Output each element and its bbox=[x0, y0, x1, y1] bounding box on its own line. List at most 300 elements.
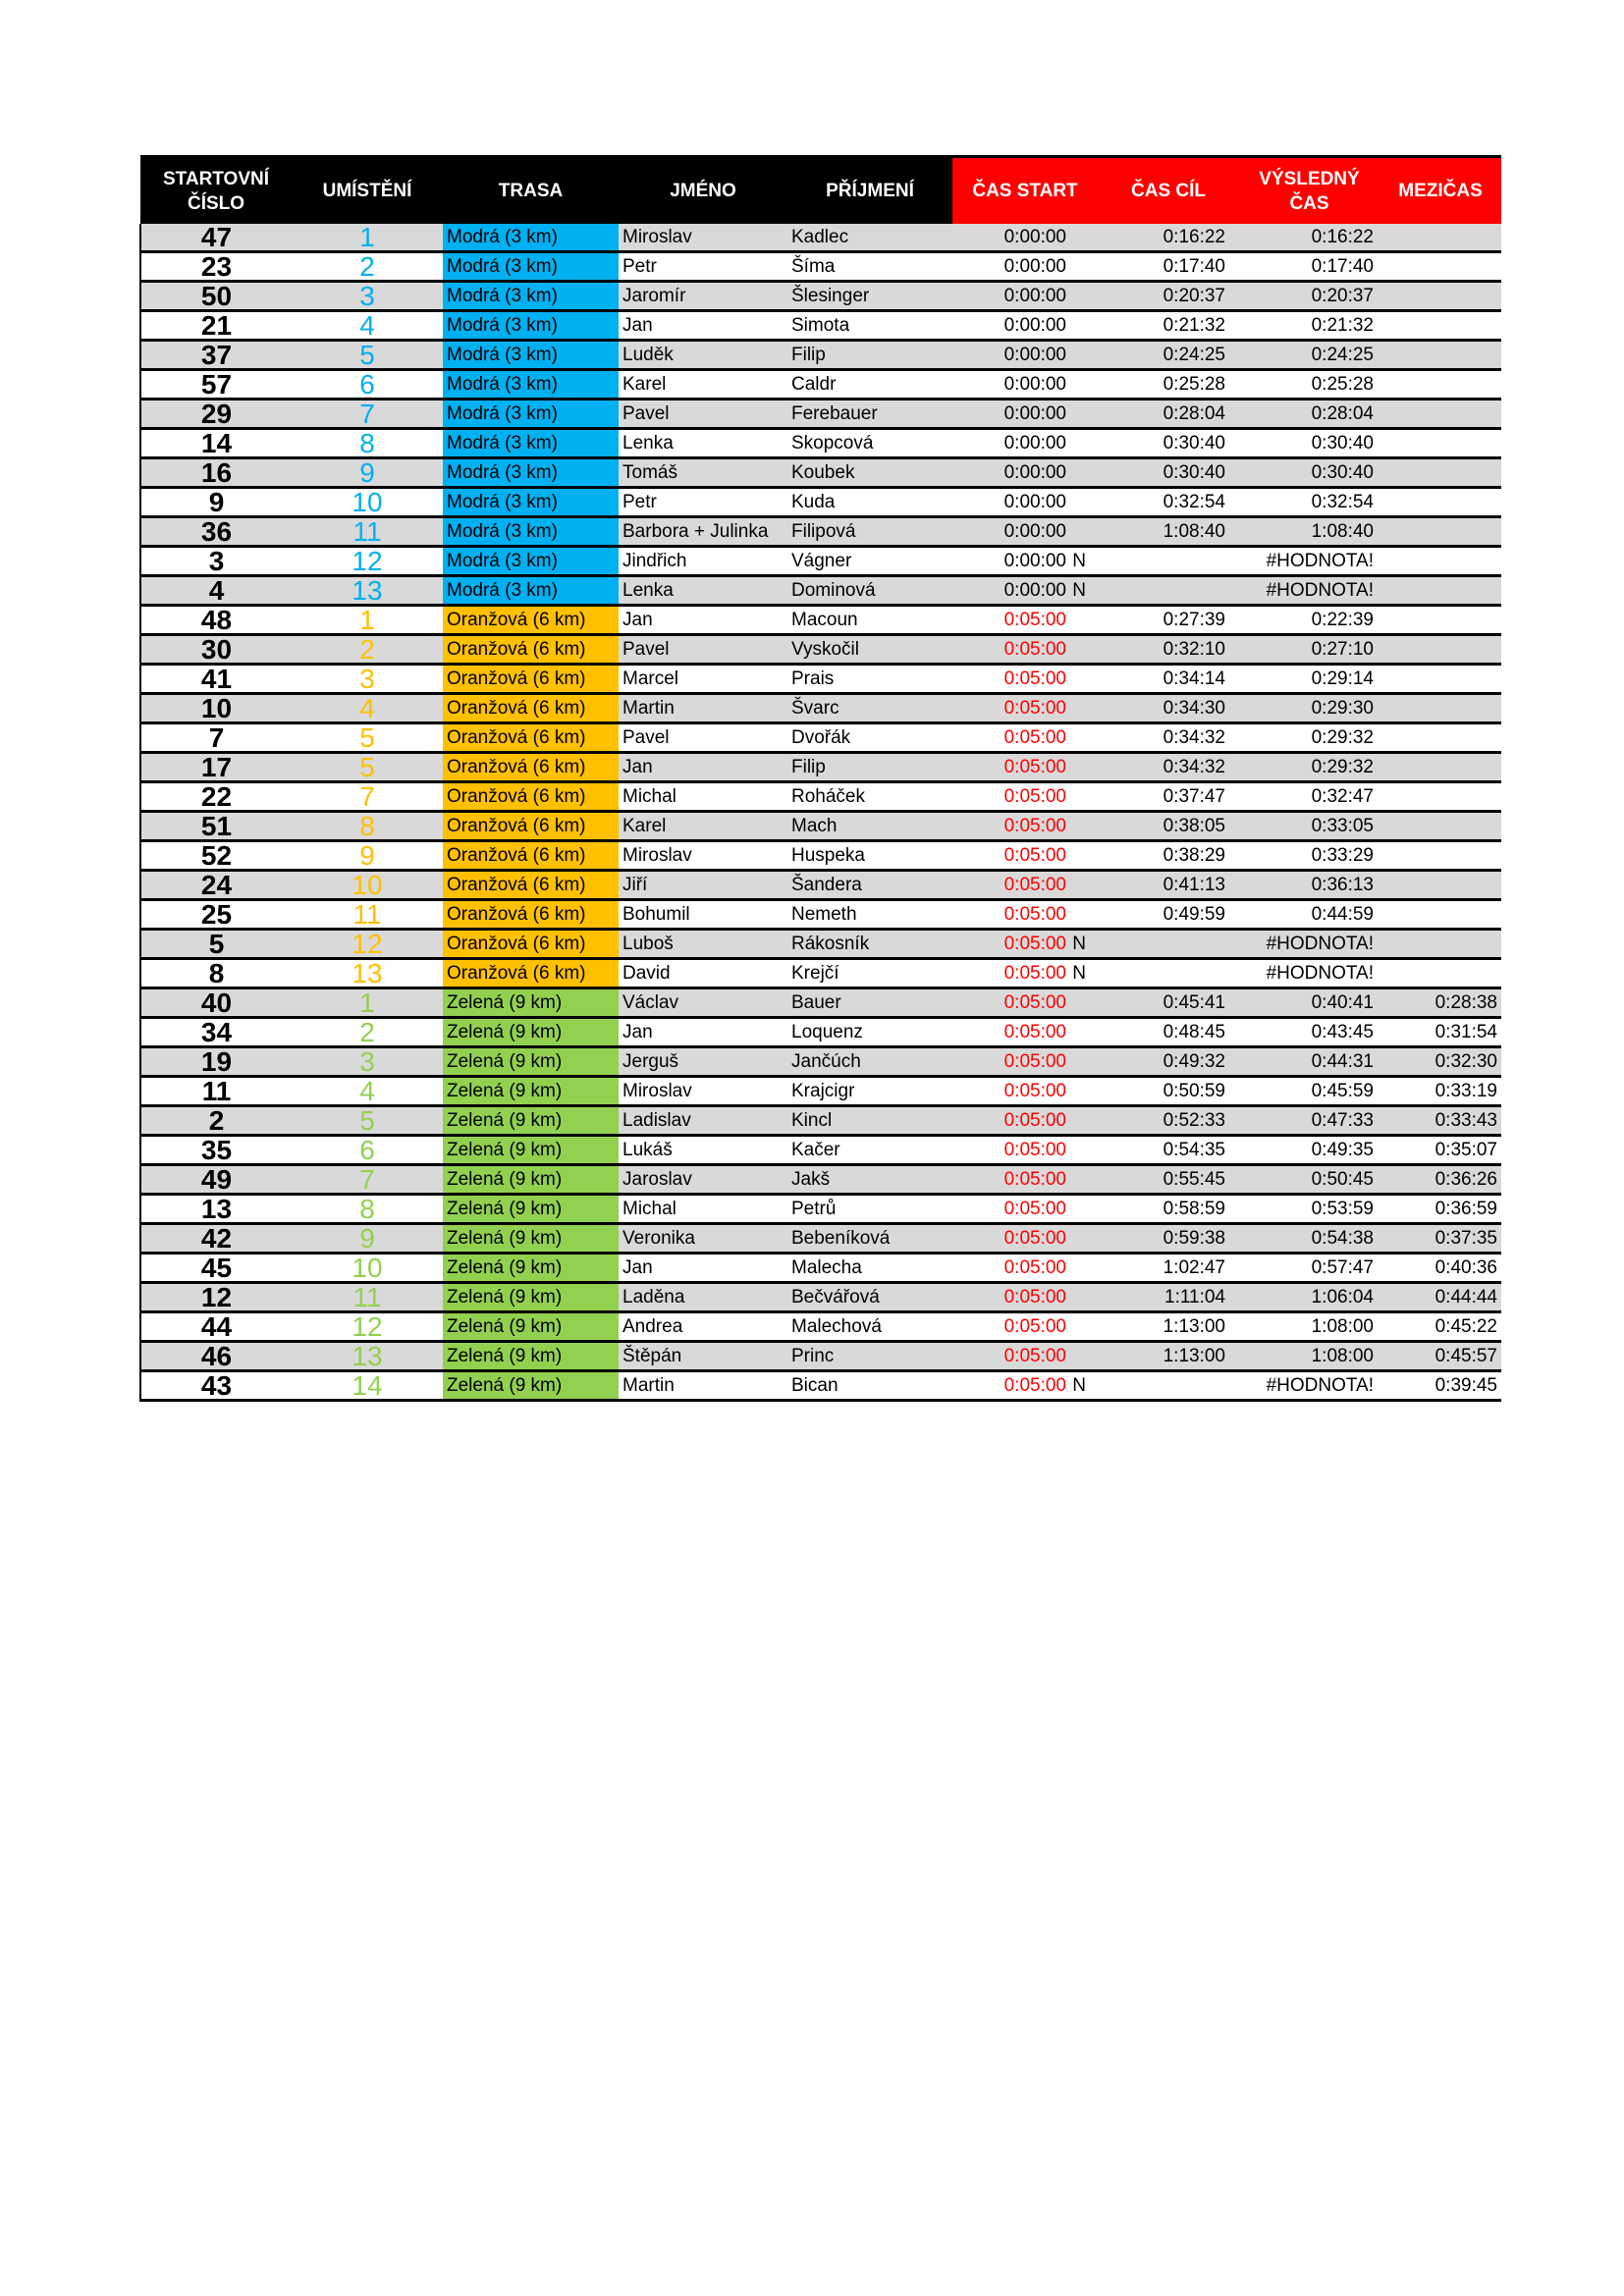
start-number-cell: 9 bbox=[140, 488, 292, 517]
last-name-cell: Petrů bbox=[787, 1195, 952, 1224]
route-cell: Oranžová (6 km) bbox=[443, 694, 619, 723]
route-cell: Oranžová (6 km) bbox=[443, 871, 619, 900]
start-time-value: 0:05:00 bbox=[1003, 1051, 1066, 1072]
first-name-cell: Karel bbox=[619, 812, 787, 841]
start-time-cell bbox=[952, 252, 1098, 282]
placement-cell: 14 bbox=[292, 1371, 443, 1401]
table-row bbox=[140, 1312, 1501, 1342]
result-time-cell: 0:16:22 bbox=[1239, 224, 1380, 252]
table-row bbox=[140, 370, 1501, 400]
result-time-cell: 0:20:37 bbox=[1239, 282, 1380, 311]
start-time-value: 0:05:00 bbox=[1003, 875, 1066, 895]
split-time-cell bbox=[1380, 400, 1501, 429]
result-time-cell: 0:33:05 bbox=[1239, 812, 1380, 841]
placement-cell: 6 bbox=[292, 370, 443, 400]
finish-time-cell: 1:13:00 bbox=[1098, 1312, 1239, 1342]
not-finished-flag: N bbox=[1072, 580, 1086, 601]
last-name-cell: Švarc bbox=[787, 694, 952, 723]
start-number-cell: 43 bbox=[140, 1371, 292, 1401]
table-row bbox=[140, 841, 1501, 871]
last-name-cell: Bečvářová bbox=[787, 1283, 952, 1312]
start-time-cell bbox=[952, 517, 1098, 547]
placement-cell: 7 bbox=[292, 782, 443, 812]
first-name-cell: Jan bbox=[619, 606, 787, 635]
placement-cell: 12 bbox=[292, 1312, 443, 1342]
start-time-cell bbox=[952, 812, 1098, 841]
last-name-cell: Malechová bbox=[787, 1312, 952, 1342]
finish-time-cell: 0:34:32 bbox=[1098, 753, 1239, 782]
start-time-cell bbox=[952, 1136, 1098, 1165]
result-time-cell: 1:06:04 bbox=[1239, 1283, 1380, 1312]
route-cell: Oranžová (6 km) bbox=[443, 841, 619, 871]
table-row bbox=[140, 1077, 1501, 1106]
start-number-cell: 22 bbox=[140, 782, 292, 812]
finish-time-cell: 0:21:32 bbox=[1098, 311, 1239, 341]
table-row bbox=[140, 429, 1501, 458]
last-name-cell: Koubek bbox=[787, 458, 952, 488]
start-time-value: 0:05:00 bbox=[1003, 845, 1066, 866]
last-name-cell: Bican bbox=[787, 1371, 952, 1401]
table-row bbox=[140, 341, 1501, 370]
route-cell: Zelená (9 km) bbox=[443, 1195, 619, 1224]
header-last-name: PŘÍJMENÍ bbox=[787, 157, 952, 225]
placement-cell: 2 bbox=[292, 1018, 443, 1047]
start-number-cell: 45 bbox=[140, 1254, 292, 1283]
route-cell: Zelená (9 km) bbox=[443, 1165, 619, 1195]
route-cell: Modrá (3 km) bbox=[443, 547, 619, 576]
placement-cell: 5 bbox=[292, 753, 443, 782]
finish-time-cell: 0:17:40 bbox=[1098, 252, 1239, 282]
finish-time-cell bbox=[1098, 547, 1239, 576]
placement-cell: 3 bbox=[292, 1047, 443, 1077]
start-time-cell bbox=[952, 1018, 1098, 1047]
start-time-cell bbox=[952, 753, 1098, 782]
last-name-cell: Krejčí bbox=[787, 959, 952, 988]
first-name-cell: Jan bbox=[619, 753, 787, 782]
start-time-value: 0:05:00 bbox=[1003, 963, 1066, 984]
placement-cell: 13 bbox=[292, 1342, 443, 1371]
start-time-cell bbox=[952, 282, 1098, 311]
first-name-cell: Andrea bbox=[619, 1312, 787, 1342]
start-time-value: 0:05:00 bbox=[1003, 1316, 1066, 1337]
result-time-cell: 1:08:00 bbox=[1239, 1342, 1380, 1371]
split-time-cell bbox=[1380, 959, 1501, 988]
split-time-cell bbox=[1380, 311, 1501, 341]
placement-cell: 1 bbox=[292, 606, 443, 635]
split-time-cell bbox=[1380, 694, 1501, 723]
last-name-cell: Dominová bbox=[787, 576, 952, 606]
placement-cell: 8 bbox=[292, 812, 443, 841]
route-cell: Zelená (9 km) bbox=[443, 1312, 619, 1342]
finish-time-cell: 0:38:05 bbox=[1098, 812, 1239, 841]
header-finish-time: ČAS CÍL bbox=[1098, 157, 1239, 225]
start-number-cell: 14 bbox=[140, 429, 292, 458]
start-time-value: 0:00:00 bbox=[1003, 315, 1066, 336]
placement-cell: 10 bbox=[292, 1254, 443, 1283]
placement-cell: 11 bbox=[292, 1283, 443, 1312]
last-name-cell: Loquenz bbox=[787, 1018, 952, 1047]
first-name-cell: Tomáš bbox=[619, 458, 787, 488]
start-time-cell bbox=[952, 959, 1098, 988]
first-name-cell: Lenka bbox=[619, 429, 787, 458]
placement-cell: 1 bbox=[292, 988, 443, 1018]
last-name-cell: Bebeníková bbox=[787, 1224, 952, 1254]
last-name-cell: Jakš bbox=[787, 1165, 952, 1195]
split-time-cell bbox=[1380, 370, 1501, 400]
last-name-cell: Bauer bbox=[787, 988, 952, 1018]
start-time-cell bbox=[952, 1106, 1098, 1136]
start-number-cell: 57 bbox=[140, 370, 292, 400]
last-name-cell: Simota bbox=[787, 311, 952, 341]
result-time-cell: 0:21:32 bbox=[1239, 311, 1380, 341]
last-name-cell: Nemeth bbox=[787, 900, 952, 930]
result-time-cell: 0:54:38 bbox=[1239, 1224, 1380, 1254]
start-time-value: 0:05:00 bbox=[1003, 1169, 1066, 1190]
placement-cell: 5 bbox=[292, 341, 443, 370]
finish-time-cell: 0:41:13 bbox=[1098, 871, 1239, 900]
finish-time-cell: 0:45:41 bbox=[1098, 988, 1239, 1018]
placement-cell: 11 bbox=[292, 900, 443, 930]
start-number-cell: 46 bbox=[140, 1342, 292, 1371]
start-time-value: 0:05:00 bbox=[1003, 1140, 1066, 1160]
finish-time-cell: 0:32:54 bbox=[1098, 488, 1239, 517]
finish-time-cell bbox=[1098, 576, 1239, 606]
start-time-cell bbox=[952, 224, 1098, 252]
finish-time-cell: 0:55:45 bbox=[1098, 1165, 1239, 1195]
start-number-cell: 3 bbox=[140, 547, 292, 576]
start-number-cell: 16 bbox=[140, 458, 292, 488]
finish-time-cell: 0:27:39 bbox=[1098, 606, 1239, 635]
split-time-cell: 0:31:54 bbox=[1380, 1018, 1501, 1047]
first-name-cell: Laděna bbox=[619, 1283, 787, 1312]
start-time-value: 0:05:00 bbox=[1003, 1228, 1066, 1249]
start-time-cell bbox=[952, 488, 1098, 517]
finish-time-cell: 1:11:04 bbox=[1098, 1283, 1239, 1312]
split-time-cell: 0:44:44 bbox=[1380, 1283, 1501, 1312]
split-time-cell bbox=[1380, 812, 1501, 841]
split-time-cell bbox=[1380, 871, 1501, 900]
start-time-value: 0:00:00 bbox=[1003, 403, 1066, 424]
result-time-cell: #HODNOTA! bbox=[1239, 547, 1380, 576]
finish-time-cell: 0:59:38 bbox=[1098, 1224, 1239, 1254]
split-time-cell bbox=[1380, 900, 1501, 930]
first-name-cell: Luboš bbox=[619, 930, 787, 959]
placement-cell: 7 bbox=[292, 1165, 443, 1195]
route-cell: Modrá (3 km) bbox=[443, 370, 619, 400]
placement-cell: 13 bbox=[292, 959, 443, 988]
start-time-value: 0:00:00 bbox=[1003, 286, 1066, 306]
route-cell: Modrá (3 km) bbox=[443, 341, 619, 370]
finish-time-cell: 0:24:25 bbox=[1098, 341, 1239, 370]
start-time-cell bbox=[952, 900, 1098, 930]
route-cell: Oranžová (6 km) bbox=[443, 665, 619, 694]
placement-cell: 12 bbox=[292, 930, 443, 959]
last-name-cell: Huspeka bbox=[787, 841, 952, 871]
route-cell: Oranžová (6 km) bbox=[443, 930, 619, 959]
route-cell: Oranžová (6 km) bbox=[443, 635, 619, 665]
table-row bbox=[140, 1136, 1501, 1165]
split-time-cell bbox=[1380, 723, 1501, 753]
route-cell: Zelená (9 km) bbox=[443, 1106, 619, 1136]
split-time-cell: 0:36:26 bbox=[1380, 1165, 1501, 1195]
start-number-cell: 37 bbox=[140, 341, 292, 370]
finish-time-cell: 0:28:04 bbox=[1098, 400, 1239, 429]
split-time-cell: 0:28:38 bbox=[1380, 988, 1501, 1018]
table-row bbox=[140, 1195, 1501, 1224]
result-time-cell: 0:29:32 bbox=[1239, 753, 1380, 782]
last-name-cell: Kadlec bbox=[787, 224, 952, 252]
result-time-cell: 0:40:41 bbox=[1239, 988, 1380, 1018]
start-time-cell bbox=[952, 930, 1098, 959]
start-time-cell bbox=[952, 1195, 1098, 1224]
result-time-cell: 0:36:13 bbox=[1239, 871, 1380, 900]
last-name-cell: Rákosník bbox=[787, 930, 952, 959]
route-cell: Oranžová (6 km) bbox=[443, 753, 619, 782]
finish-time-cell: 1:02:47 bbox=[1098, 1254, 1239, 1283]
start-time-value: 0:00:00 bbox=[1003, 521, 1066, 542]
last-name-cell: Šlesinger bbox=[787, 282, 952, 311]
start-time-cell bbox=[952, 1312, 1098, 1342]
start-time-cell bbox=[952, 606, 1098, 635]
first-name-cell: Jan bbox=[619, 311, 787, 341]
start-time-cell bbox=[952, 429, 1098, 458]
route-cell: Modrá (3 km) bbox=[443, 517, 619, 547]
last-name-cell: Kuda bbox=[787, 488, 952, 517]
route-cell: Modrá (3 km) bbox=[443, 576, 619, 606]
first-name-cell: Lukáš bbox=[619, 1136, 787, 1165]
table-row bbox=[140, 1106, 1501, 1136]
split-time-cell bbox=[1380, 547, 1501, 576]
placement-cell: 10 bbox=[292, 871, 443, 900]
route-cell: Modrá (3 km) bbox=[443, 311, 619, 341]
start-time-cell bbox=[952, 694, 1098, 723]
result-time-cell: 0:25:28 bbox=[1239, 370, 1380, 400]
last-name-cell: Prais bbox=[787, 665, 952, 694]
split-time-cell: 0:36:59 bbox=[1380, 1195, 1501, 1224]
placement-cell: 8 bbox=[292, 429, 443, 458]
first-name-cell: Barbora + Julinka bbox=[619, 517, 787, 547]
table-row bbox=[140, 252, 1501, 282]
start-time-cell bbox=[952, 1047, 1098, 1077]
start-time-cell bbox=[952, 576, 1098, 606]
first-name-cell: Jerguš bbox=[619, 1047, 787, 1077]
placement-cell: 5 bbox=[292, 723, 443, 753]
placement-cell: 7 bbox=[292, 400, 443, 429]
route-cell: Zelená (9 km) bbox=[443, 1047, 619, 1077]
finish-time-cell: 0:16:22 bbox=[1098, 224, 1239, 252]
table-row bbox=[140, 959, 1501, 988]
table-row bbox=[140, 517, 1501, 547]
split-time-cell bbox=[1380, 782, 1501, 812]
first-name-cell: David bbox=[619, 959, 787, 988]
finish-time-cell: 0:52:33 bbox=[1098, 1106, 1239, 1136]
finish-time-cell: 0:20:37 bbox=[1098, 282, 1239, 311]
first-name-cell: Jaroslav bbox=[619, 1165, 787, 1195]
table-row bbox=[140, 1224, 1501, 1254]
header-start-time: ČAS START bbox=[952, 157, 1098, 225]
route-cell: Zelená (9 km) bbox=[443, 1371, 619, 1401]
route-cell: Zelená (9 km) bbox=[443, 1342, 619, 1371]
header-placement: UMÍSTĚNÍ bbox=[292, 157, 443, 225]
split-time-cell bbox=[1380, 635, 1501, 665]
table-row bbox=[140, 665, 1501, 694]
result-time-cell: 0:44:31 bbox=[1239, 1047, 1380, 1077]
start-time-value: 0:05:00 bbox=[1003, 757, 1066, 777]
first-name-cell: Lenka bbox=[619, 576, 787, 606]
first-name-cell: Petr bbox=[619, 252, 787, 282]
header-first-name: JMÉNO bbox=[619, 157, 787, 225]
last-name-cell: Roháček bbox=[787, 782, 952, 812]
finish-time-cell: 0:49:59 bbox=[1098, 900, 1239, 930]
start-time-cell bbox=[952, 547, 1098, 576]
first-name-cell: Pavel bbox=[619, 635, 787, 665]
start-time-cell bbox=[952, 400, 1098, 429]
results-table bbox=[139, 155, 1501, 1402]
placement-cell: 1 bbox=[292, 224, 443, 252]
first-name-cell: Michal bbox=[619, 1195, 787, 1224]
route-cell: Oranžová (6 km) bbox=[443, 606, 619, 635]
route-cell: Modrá (3 km) bbox=[443, 488, 619, 517]
split-time-cell: 0:33:19 bbox=[1380, 1077, 1501, 1106]
table-row bbox=[140, 282, 1501, 311]
last-name-cell: Šandera bbox=[787, 871, 952, 900]
last-name-cell: Caldr bbox=[787, 370, 952, 400]
last-name-cell: Kačer bbox=[787, 1136, 952, 1165]
start-number-cell: 35 bbox=[140, 1136, 292, 1165]
split-time-cell bbox=[1380, 576, 1501, 606]
start-time-value: 0:05:00 bbox=[1003, 698, 1066, 719]
table-row bbox=[140, 782, 1501, 812]
start-number-cell: 36 bbox=[140, 517, 292, 547]
start-time-value: 0:05:00 bbox=[1003, 1346, 1066, 1366]
route-cell: Oranžová (6 km) bbox=[443, 782, 619, 812]
split-time-cell: 0:40:36 bbox=[1380, 1254, 1501, 1283]
split-time-cell bbox=[1380, 930, 1501, 959]
start-time-value: 0:05:00 bbox=[1003, 1375, 1066, 1396]
start-time-value: 0:05:00 bbox=[1003, 1081, 1066, 1101]
last-name-cell: Filip bbox=[787, 753, 952, 782]
table-row bbox=[140, 988, 1501, 1018]
finish-time-cell: 0:34:30 bbox=[1098, 694, 1239, 723]
first-name-cell: Miroslav bbox=[619, 224, 787, 252]
placement-cell: 3 bbox=[292, 282, 443, 311]
first-name-cell: Jiří bbox=[619, 871, 787, 900]
start-time-value: 0:05:00 bbox=[1003, 610, 1066, 630]
first-name-cell: Miroslav bbox=[619, 1077, 787, 1106]
split-time-cell bbox=[1380, 606, 1501, 635]
route-cell: Oranžová (6 km) bbox=[443, 723, 619, 753]
split-time-cell: 0:37:35 bbox=[1380, 1224, 1501, 1254]
route-cell: Modrá (3 km) bbox=[443, 224, 619, 252]
table-row bbox=[140, 900, 1501, 930]
table-row bbox=[140, 1254, 1501, 1283]
first-name-cell: Jan bbox=[619, 1254, 787, 1283]
first-name-cell: Luděk bbox=[619, 341, 787, 370]
result-time-cell: 0:53:59 bbox=[1239, 1195, 1380, 1224]
result-time-cell: 0:28:04 bbox=[1239, 400, 1380, 429]
result-time-cell: 0:30:40 bbox=[1239, 429, 1380, 458]
table-row bbox=[140, 224, 1501, 252]
start-time-value: 0:00:00 bbox=[1003, 433, 1066, 454]
split-time-cell bbox=[1380, 458, 1501, 488]
first-name-cell: Karel bbox=[619, 370, 787, 400]
start-time-cell bbox=[952, 1283, 1098, 1312]
placement-cell: 3 bbox=[292, 665, 443, 694]
route-cell: Zelená (9 km) bbox=[443, 1254, 619, 1283]
start-time-cell bbox=[952, 1254, 1098, 1283]
start-time-value: 0:05:00 bbox=[1003, 992, 1066, 1013]
finish-time-cell: 0:49:32 bbox=[1098, 1047, 1239, 1077]
table-row bbox=[140, 694, 1501, 723]
split-time-cell: 0:33:43 bbox=[1380, 1106, 1501, 1136]
split-time-cell bbox=[1380, 753, 1501, 782]
finish-time-cell: 1:13:00 bbox=[1098, 1342, 1239, 1371]
start-time-value: 0:00:00 bbox=[1003, 227, 1066, 247]
result-time-cell: 0:32:54 bbox=[1239, 488, 1380, 517]
result-time-cell: #HODNOTA! bbox=[1239, 576, 1380, 606]
placement-cell: 9 bbox=[292, 1224, 443, 1254]
result-time-cell: 0:29:32 bbox=[1239, 723, 1380, 753]
route-cell: Modrá (3 km) bbox=[443, 252, 619, 282]
table-row bbox=[140, 488, 1501, 517]
start-time-cell bbox=[952, 723, 1098, 753]
finish-time-cell: 0:30:40 bbox=[1098, 429, 1239, 458]
last-name-cell: Princ bbox=[787, 1342, 952, 1371]
route-cell: Zelená (9 km) bbox=[443, 1224, 619, 1254]
start-time-cell bbox=[952, 665, 1098, 694]
last-name-cell: Skopcová bbox=[787, 429, 952, 458]
placement-cell: 8 bbox=[292, 1195, 443, 1224]
last-name-cell: Kincl bbox=[787, 1106, 952, 1136]
first-name-cell: Martin bbox=[619, 1371, 787, 1401]
placement-cell: 4 bbox=[292, 311, 443, 341]
placement-cell: 5 bbox=[292, 1106, 443, 1136]
split-time-cell bbox=[1380, 665, 1501, 694]
placement-cell: 10 bbox=[292, 488, 443, 517]
start-number-cell: 12 bbox=[140, 1283, 292, 1312]
result-time-cell: 0:30:40 bbox=[1239, 458, 1380, 488]
start-time-value: 0:05:00 bbox=[1003, 1110, 1066, 1131]
start-time-cell bbox=[952, 1342, 1098, 1371]
first-name-cell: Václav bbox=[619, 988, 787, 1018]
last-name-cell: Mach bbox=[787, 812, 952, 841]
placement-cell: 4 bbox=[292, 694, 443, 723]
start-time-value: 0:00:00 bbox=[1003, 580, 1066, 601]
result-time-cell: 1:08:40 bbox=[1239, 517, 1380, 547]
route-cell: Zelená (9 km) bbox=[443, 1018, 619, 1047]
header-split-time: MEZIČAS bbox=[1380, 157, 1501, 225]
last-name-cell: Malecha bbox=[787, 1254, 952, 1283]
result-time-cell: 0:24:25 bbox=[1239, 341, 1380, 370]
result-time-cell: 0:22:39 bbox=[1239, 606, 1380, 635]
start-time-cell bbox=[952, 1371, 1098, 1401]
start-time-cell bbox=[952, 370, 1098, 400]
first-name-cell: Bohumil bbox=[619, 900, 787, 930]
first-name-cell: Jindřich bbox=[619, 547, 787, 576]
result-time-cell: 0:29:14 bbox=[1239, 665, 1380, 694]
placement-cell: 12 bbox=[292, 547, 443, 576]
placement-cell: 13 bbox=[292, 576, 443, 606]
start-number-cell: 30 bbox=[140, 635, 292, 665]
start-time-value: 0:00:00 bbox=[1003, 374, 1066, 395]
table-row bbox=[140, 400, 1501, 429]
route-cell: Zelená (9 km) bbox=[443, 1283, 619, 1312]
table-row bbox=[140, 547, 1501, 576]
start-time-value: 0:05:00 bbox=[1003, 1022, 1066, 1042]
table-row bbox=[140, 1018, 1501, 1047]
table-row bbox=[140, 1342, 1501, 1371]
start-time-cell bbox=[952, 1165, 1098, 1195]
